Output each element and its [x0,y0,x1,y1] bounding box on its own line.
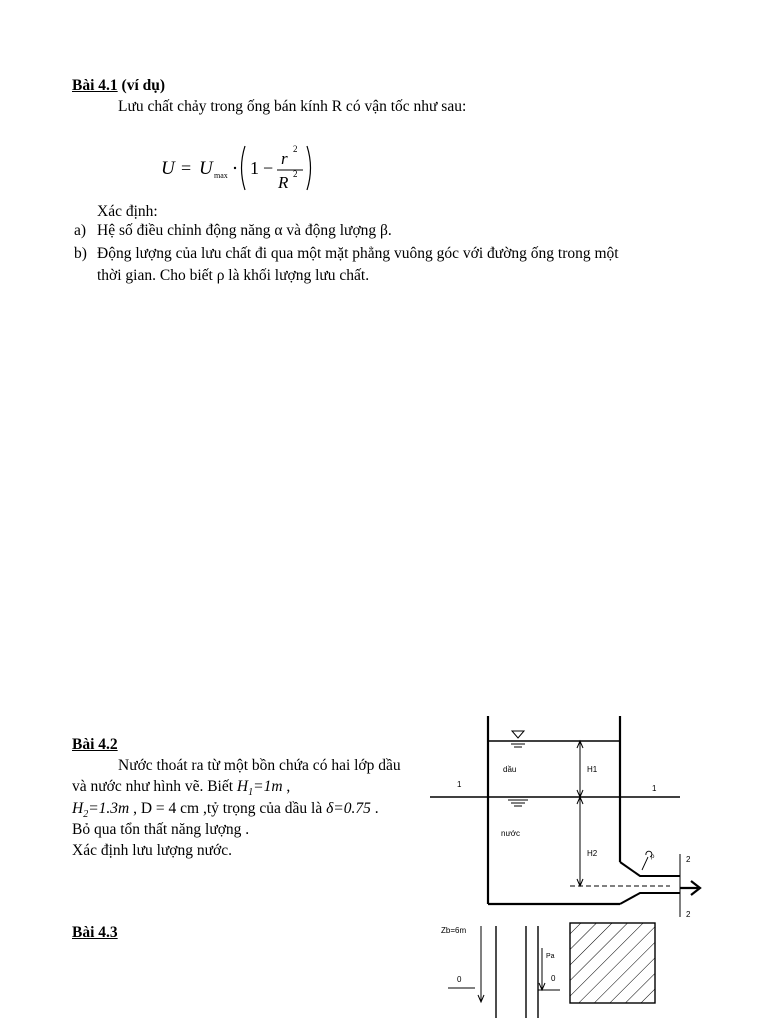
hatched-block [570,923,655,1003]
problem-4-3-title: Bài 4.3 [72,924,118,941]
problem-4-1-heading [72,77,165,95]
h2-value: =1.3m [88,800,130,817]
problem-4-2-line-4: Bỏ qua tổn thất năng lượng . [72,821,250,838]
formula-u: U [161,158,175,179]
figure-4-3 [430,918,700,1024]
line-3-text: , D = 4 cm ,tỷ trọng của dầu là [129,800,327,817]
nozzle-bottom [620,893,680,904]
problem-4-2-line-1: Nước thoát ra từ một bồn chứa có hai lớp dầu [118,757,401,774]
h1-label: H1 [587,765,598,774]
formula-dot [234,167,236,169]
section-1-right-label: 1 [652,784,657,793]
pa-label: Pa [546,953,555,960]
formula-right-paren [307,146,311,190]
h1-value: =1m [253,778,283,795]
oil-label: dầu [503,765,517,774]
line-2-text: và nước như hình vẽ. Biết [72,778,237,795]
tank-figure [430,712,710,922]
problem-4-2-title: Bài 4.2 [72,736,118,753]
nozzle-top [620,862,680,876]
zero-left-label: 0 [457,975,462,984]
interface-surface-icon [508,800,528,806]
section-2-bottom-label: 2 [686,910,691,919]
h1-letter: H [236,778,249,795]
formula-one: 1 [250,158,259,178]
problem-4-2-line-2 [72,778,290,798]
section-2-top-label: 2 [686,855,691,864]
h2-letter: H [72,800,84,817]
problem-4-2-line-5: Xác định lưu lượng nước. [72,842,232,859]
item-b-line-1: Động lượng của lưu chất đi qua một mặt phẳng vuông góc với đường ống trong một [97,245,619,262]
velocity-formula [155,140,325,196]
determine-label: Xác định: [97,203,158,220]
formula-r-exponent: 2 [293,144,298,154]
problem-4-1-intro: Lưu chất chảy trong ống bán kính R có vận tốc như sau: [118,98,467,115]
formula-minus: − [263,158,274,178]
zb-label: Zb=6m [441,926,467,935]
water-label: nước [501,829,521,838]
formula-umax: U [199,158,213,179]
formula-max-subscript: max [214,171,228,180]
item-a-marker: a) [74,222,87,239]
h2-subscript: 2 [83,809,89,821]
formula-R: R [278,173,289,192]
h1-symbol [236,778,283,799]
formula-R-exponent: 2 [293,169,298,179]
h2-label: H2 [587,849,598,858]
h1-subscript: 1 [248,787,254,799]
zero-right-label: 0 [551,974,556,983]
oil-specific-gravity: δ=0.75 [326,800,371,817]
free-surface-icon [508,731,528,747]
problem-4-1-title: Bài 4.1 [72,77,118,94]
problem-4-1-title-suffix: (ví dụ) [117,77,166,94]
problem-4-2-line-3 [72,800,379,820]
line-3-end: . [370,800,379,817]
formula-left-paren [242,146,246,190]
formula-r: r [281,149,288,168]
formula-equals: = [181,158,192,178]
item-b-marker: b) [74,245,87,262]
h2-symbol [72,800,130,821]
item-a-text: Hệ số điều chỉnh động năng α và động lượng β. [97,222,392,239]
item-b-line-2: thời gian. Cho biết ρ là khối lượng lưu chất. [97,267,370,284]
line-2-end: , [282,778,291,795]
rho-label: ρ [651,854,655,860]
section-1-left-label: 1 [457,780,462,789]
